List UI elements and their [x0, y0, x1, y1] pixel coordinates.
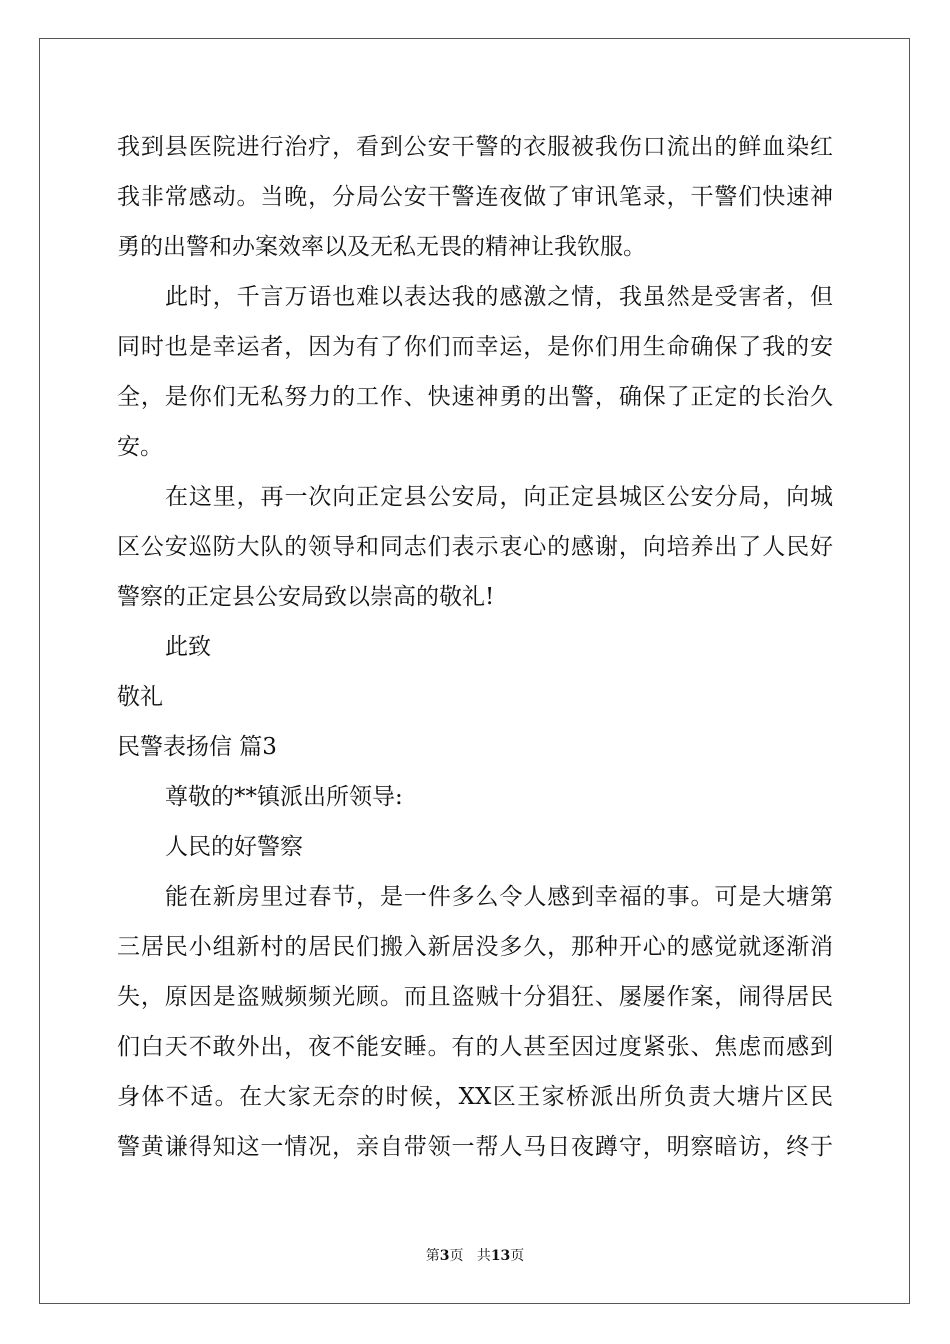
- page-footer: [0, 1245, 950, 1265]
- closing-regards: 敬礼: [117, 684, 163, 710]
- letter-subtitle: 人民的好警察: [165, 834, 303, 860]
- text-line: 三居民小组新村的居民们搬入新居没多久，那种开心的感觉就逐渐消: [117, 934, 833, 960]
- text-line: 警黄谦得知这一情况，亲自带领一帮人马日夜蹲守，明察暗访，终于: [117, 1134, 833, 1160]
- text-line: 勇的出警和办案效率以及无私无畏的精神让我钦服。: [117, 234, 646, 260]
- text-line: 此时，千言万语也难以表达我的感激之情，我虽然是受害者，但: [165, 284, 833, 310]
- total-pages: 13: [490, 1248, 511, 1264]
- text-line: 身体不适。在大家无奈的时候，XX区王家桥派出所负责大塘片区民: [117, 1084, 833, 1110]
- page-suffix: 页: [449, 1248, 464, 1264]
- text-line: 全，是你们无私努力的工作、快速神勇的出警，确保了正定的长治久: [117, 384, 833, 410]
- text-line: 在这里，再一次向正定县公安局，向正定县城区公安分局，向城: [165, 484, 833, 510]
- text-line: 我非常感动。当晚，分局公安干警连夜做了审讯笔录，干警们快速神: [117, 184, 833, 210]
- text-line: 安。: [117, 434, 163, 460]
- text-line: 失，原因是盗贼频频光顾。而且盗贼十分猖狂、屡屡作案，闹得居民: [117, 984, 833, 1010]
- text-line: 我到县医院进行治疗，看到公安干警的衣服被我伤口流出的鲜血染红: [117, 134, 833, 160]
- text-line: 们白天不敢外出，夜不能安睡。有的人甚至因过度紧张、焦虑而感到: [117, 1034, 833, 1060]
- page-number: 3: [439, 1248, 450, 1264]
- text-line: 同时也是幸运者，因为有了你们而幸运，是你们用生命确保了我的安: [117, 334, 833, 360]
- text-line: 能在新房里过春节，是一件多么令人感到幸福的事。可是大塘第: [165, 884, 833, 910]
- section-heading: 民警表扬信 篇3: [117, 734, 277, 760]
- text-line: 区公安巡防大队的领导和同志们表示衷心的感谢，向培养出了人民好: [117, 534, 833, 560]
- text-line: 警察的正定县公安局致以崇高的敬礼!: [117, 584, 495, 610]
- total-suffix: 页: [510, 1248, 525, 1264]
- letter-greeting: 尊敬的**镇派出所领导:: [165, 784, 403, 810]
- document-body: [117, 122, 833, 1172]
- page-prefix: 第: [425, 1248, 440, 1264]
- closing-salutation: 此致: [165, 634, 211, 660]
- total-prefix: 共: [476, 1248, 491, 1264]
